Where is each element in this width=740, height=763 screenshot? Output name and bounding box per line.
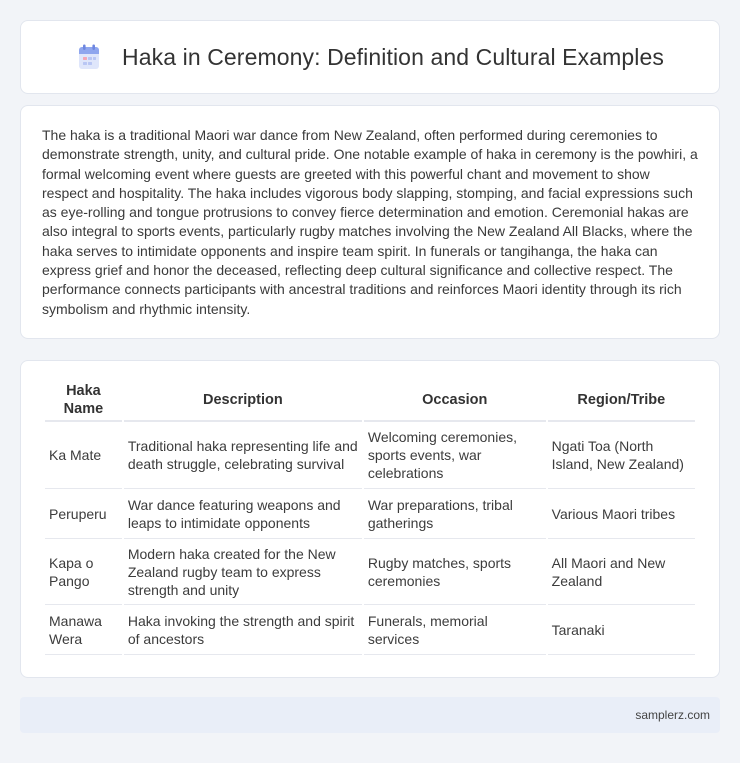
cell-description: Haka invoking the strength and spirit of ancestors bbox=[124, 605, 362, 655]
cell-region-tribe: All Maori and New Zealand bbox=[548, 539, 695, 605]
header-card bbox=[20, 20, 720, 94]
table-row bbox=[45, 539, 695, 605]
header-description: Description bbox=[124, 382, 362, 422]
cell-haka-name: Manawa Wera bbox=[45, 605, 122, 655]
cell-description: War dance featuring weapons and leaps to intimidate opponents bbox=[124, 489, 362, 539]
table-row bbox=[45, 605, 695, 655]
footer bbox=[20, 697, 720, 733]
haka-table bbox=[43, 382, 697, 655]
table-row bbox=[45, 422, 695, 489]
table-card bbox=[20, 360, 720, 678]
cell-occasion: Funerals, memorial services bbox=[364, 605, 546, 655]
table-row bbox=[45, 489, 695, 539]
header-haka-name: Haka Name bbox=[45, 382, 122, 422]
table-header-row bbox=[45, 382, 695, 422]
cell-occasion: Rugby matches, sports ceremonies bbox=[364, 539, 546, 605]
cell-description: Modern haka created for the New Zealand rugby team to express strength and unity bbox=[124, 539, 362, 605]
footer-site-link[interactable]: samplerz.com bbox=[635, 708, 710, 722]
cell-region-tribe: Ngati Toa (North Island, New Zealand) bbox=[548, 422, 695, 489]
cell-occasion: Welcoming ceremonies, sports events, war celebrations bbox=[364, 422, 546, 489]
cell-haka-name: Peruperu bbox=[45, 489, 122, 539]
document-icon bbox=[76, 43, 102, 71]
intro-paragraph: The haka is a traditional Maori war dance from New Zealand, often performed during ceremonies to demonstrate strength, unity, and cultural pride. One notable example of haka in ceremony is the powhiri, a formal welcoming event where guests are greeted with this powerful chant and movement to show respect and hospitality. The haka includes vigorous body slapping, stomping, and facial expressions such as eye-rolling and tongue protrusions to convey fierce determination and emotion. Ceremonial hakas are also integral to sports events, particularly rugby matches involving the New Zealand All Blacks, where the haka serves to intimidate opponents and inspire team spirit. In funerals or tangihanga, the haka can express grief and honor the deceased, reflecting deep cultural significance and collective respect. The performance connects participants with ancestral traditions and reinforces Maori identity through its rich symbolism and rhythmic intensity. bbox=[42, 127, 698, 317]
cell-region-tribe: Taranaki bbox=[548, 605, 695, 655]
intro-card bbox=[20, 105, 720, 339]
page-title: Haka in Ceremony: Definition and Cultural Examples bbox=[122, 43, 664, 70]
header-region-tribe: Region/Tribe bbox=[548, 382, 695, 422]
cell-region-tribe: Various Maori tribes bbox=[548, 489, 695, 539]
cell-haka-name: Kapa o Pango bbox=[45, 539, 122, 605]
header-occasion: Occasion bbox=[364, 382, 546, 422]
cell-haka-name: Ka Mate bbox=[45, 422, 122, 489]
cell-description: Traditional haka representing life and death struggle, celebrating survival bbox=[124, 422, 362, 489]
cell-occasion: War preparations, tribal gatherings bbox=[364, 489, 546, 539]
header bbox=[76, 43, 664, 71]
